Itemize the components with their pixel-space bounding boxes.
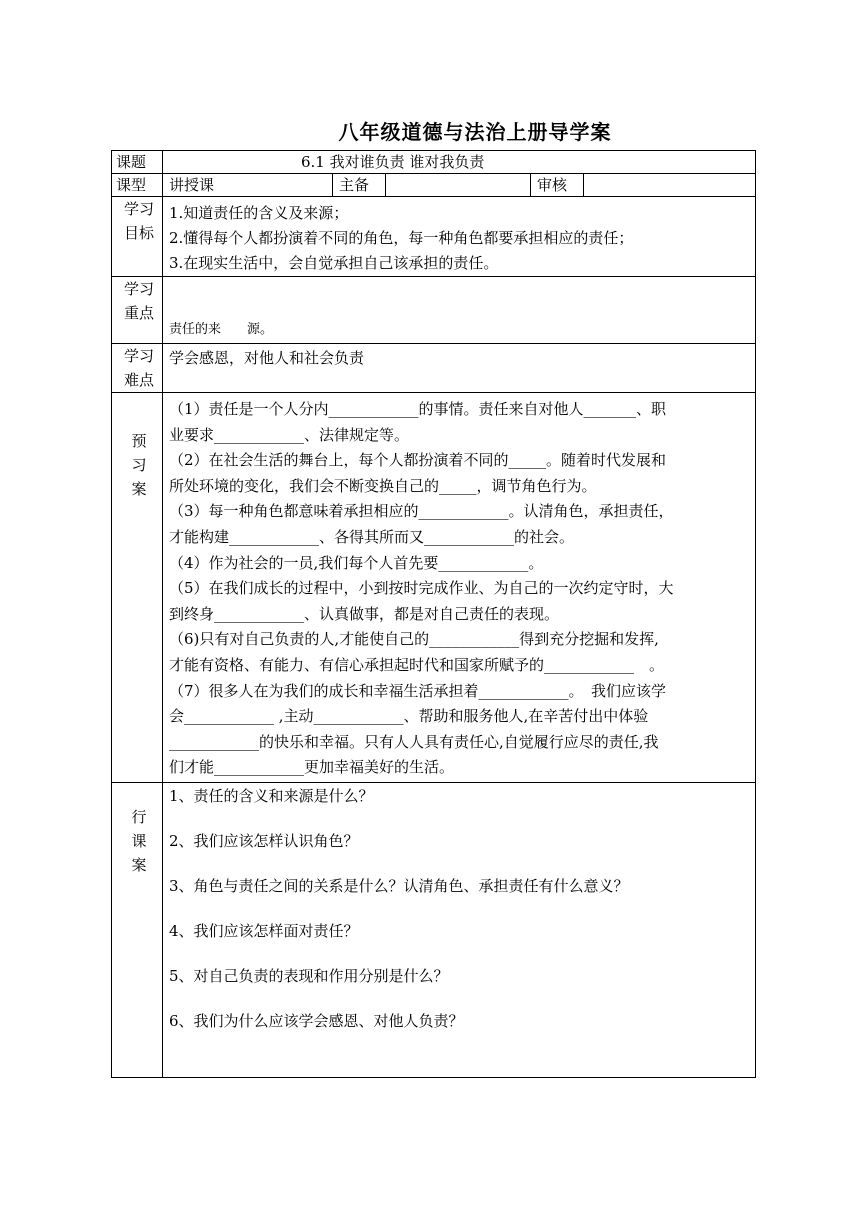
preview-row [112,393,756,783]
preview-line: ____________的快乐和幸福。只有人人具有责任心,自觉履行应尽的责任,我 [169,732,659,751]
goal-item: 3.在现实生活中，会自觉承担自己该承担的责任。 [169,254,499,272]
preview-line: 业要求____________、法律规定等。 [169,425,410,444]
difficulties-label [112,344,163,393]
topic-label: 课题 [112,151,163,174]
practice-content [163,783,756,1078]
preview-line: 所处环境的变化，我们会不断变换自己的_____，调节角色行为。 [169,476,597,495]
study-guide-table [111,150,756,1078]
goals-content [163,197,756,277]
preview-line: 才能构建____________、各得其所而又____________的社会。 [169,527,575,546]
preview-content [163,393,756,783]
preview-line: （3）每一种角色都意味着承担相应的____________。认清角色，承担责任， [169,502,674,521]
practice-label-line-2: 课 [131,832,147,850]
difficulties-text: 学会感恩，对他人和社会负责 [169,349,365,367]
review-value [584,174,756,197]
practice-question: 2、我们应该怎样认识角色？ [169,832,359,850]
type-label: 课型 [112,174,163,197]
difficulties-label-line-1: 学习 [123,347,154,365]
practice-label-line-3: 案 [131,856,147,874]
goal-item: 2.懂得每个人都扮演着不同的角色，每一种角色都要承担相应的责任； [169,229,634,247]
preview-line: （2）在社会生活的舞台上，每个人都扮演着不同的_____。随着时代发展和 [169,451,667,470]
goal-item: 1.知道责任的含义及来源； [169,204,349,222]
review-label: 审核 [531,174,584,197]
preview-line: 会____________ ,主动____________、帮助和服务他人,在辛苦付出中体验 [169,707,649,726]
key-points-label [112,277,163,344]
key-points-label-line-2: 重点 [123,304,154,322]
preview-label [112,393,163,783]
difficulties-content [163,344,756,393]
goals-row [112,197,756,277]
practice-question: 5、对自己负责的表现和作用分别是什么？ [169,967,449,985]
preview-line: 才能有资格、有能力、有信心承担起时代和国家所赋予的____________ 。 [169,655,665,674]
practice-label [112,783,163,1078]
topic-value: 6.1 我对谁负责 谁对我负责 [163,151,756,174]
lead-label: 主备 [333,174,386,197]
topic-row [112,151,756,174]
lead-value [386,174,531,197]
key-points-content [163,277,756,344]
preview-line: （5）在我们成长的过程中，小到按时完成作业、为自己的一次约定守时，大 [169,579,674,598]
preview-line: （1）责任是一个人分内____________的事情。责任来自对他人_______、职 [169,400,667,418]
practice-question: 6、我们为什么应该学会感恩、对他人负责？ [169,1012,464,1030]
preview-label-line-1: 预 [131,432,147,450]
practice-question: 4、我们应该怎样面对责任？ [169,922,359,940]
preview-line: （6)只有对自己负责的人,才能使自己的____________得到充分挖掘和发挥, [169,630,659,649]
practice-label-line-1: 行 [131,808,147,826]
key-points-row [112,277,756,344]
difficulties-row [112,344,756,393]
preview-line: （7）很多人在为我们的成长和幸福生活承担着____________。 我们应该学 [169,681,667,700]
practice-question: 1、责任的含义和来源是什么？ [169,787,374,805]
preview-line: 们才能____________更加幸福美好的生活。 [169,758,455,777]
goals-label-line-2: 目标 [123,224,154,242]
type-row [112,174,756,197]
key-points-label-line-1: 学习 [123,280,154,298]
preview-line: （4）作为社会的一员,我们每个人首先要____________。 [169,553,544,572]
preview-label-line-3: 案 [131,480,147,498]
goals-label-line-1: 学习 [123,200,154,218]
difficulties-label-line-2: 难点 [123,371,154,389]
preview-line: 到终身____________、认真做事，都是对自己责任的表现。 [169,604,560,623]
goals-label [112,197,163,277]
practice-question: 3、角色与责任之间的关系是什么？认清角色、承担责任有什么意义？ [169,877,629,895]
key-points-text: 责任的来 源。 [169,322,274,337]
type-value: 讲授课 [163,174,333,197]
page-title: 八年级道德与法治上册导学案 [338,120,612,144]
practice-row [112,783,756,1078]
preview-label-line-2: 习 [131,456,147,474]
